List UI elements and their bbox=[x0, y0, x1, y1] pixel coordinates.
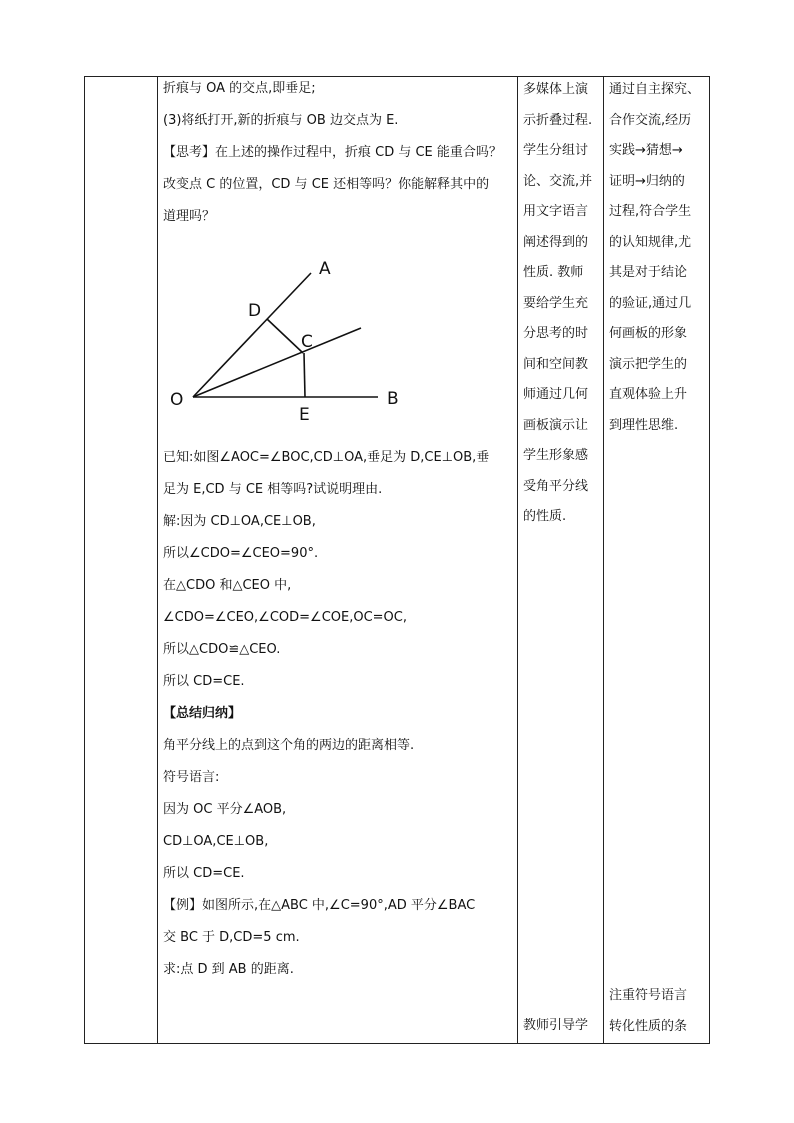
intent-text-line: 的验证,通过几 bbox=[609, 295, 692, 311]
teacher-student-activity-cell bbox=[523, 78, 603, 1038]
ray-oc bbox=[193, 328, 361, 397]
text-line: 所以 CD=CE. bbox=[163, 674, 245, 689]
text-line: (3)将纸打开,新的折痕与 OB 边交点为 E. bbox=[163, 113, 399, 128]
label-e: E bbox=[299, 405, 310, 425]
intent-text-line: 合作交流,经历 bbox=[609, 112, 692, 128]
intent-text-line: 过程,符合学生 bbox=[609, 204, 692, 219]
intent-text-line: 何画板的形象 bbox=[609, 326, 688, 341]
text-line: CD⊥OA,CE⊥OB, bbox=[163, 834, 269, 849]
segment-cd bbox=[267, 319, 303, 353]
text-line: 解:因为 CD⊥OA,CE⊥OB, bbox=[163, 514, 316, 529]
intent-text-line: 直观体验上升 bbox=[609, 387, 688, 402]
activity-text-line: 学生形象感 bbox=[523, 448, 589, 463]
activity-text-line: 教师引导学 bbox=[523, 1018, 589, 1033]
intent-text-line: 的认知规律,尤 bbox=[609, 234, 692, 250]
text-line: 在△CDO 和△CEO 中, bbox=[163, 578, 292, 593]
design-intent-cell bbox=[609, 78, 707, 1038]
label-c: C bbox=[301, 332, 313, 352]
intent-text-line: 到理性思维. bbox=[609, 417, 679, 433]
column-divider bbox=[157, 76, 158, 1044]
text-line: 所以 CD=CE. bbox=[163, 866, 245, 881]
activity-text-line: 的性质. bbox=[523, 509, 567, 524]
text-line: 角平分线上的点到这个角的两边的距离相等. bbox=[163, 738, 415, 753]
teaching-content-cell bbox=[163, 78, 513, 1038]
text-line: 改变点 C 的位置，CD 与 CE 还相等吗？你能解释其中的 bbox=[163, 177, 490, 192]
column-divider bbox=[603, 76, 604, 1044]
text-line: 求:点 D 到 AB 的距离. bbox=[163, 962, 294, 977]
text-line: 【总结归纳】 bbox=[163, 706, 242, 721]
intent-text-line: 注重符号语言 bbox=[609, 988, 688, 1003]
text-line: 符号语言: bbox=[163, 770, 220, 785]
activity-text-line: 性质. 教师 bbox=[523, 265, 584, 280]
activity-text-line: 学生分组讨 bbox=[523, 143, 589, 158]
activity-text-line: 论、交流,并 bbox=[523, 173, 593, 189]
activity-text-line: 用文字语言 bbox=[523, 204, 589, 219]
activity-text-line: 间和空间教 bbox=[523, 356, 589, 372]
intent-text-line: 证明→归纳的 bbox=[609, 173, 685, 189]
segment-ce bbox=[304, 353, 305, 397]
text-line: 【思考】在上述的操作过程中，折痕 CD 与 CE 能重合吗？ bbox=[163, 145, 502, 160]
ray-oa bbox=[193, 273, 311, 397]
text-line: 已知:如图∠AOC=∠BOC,CD⊥OA,垂足为 D,CE⊥OB,垂 bbox=[163, 450, 490, 465]
intent-text-line: 演示把学生的 bbox=[609, 356, 688, 372]
text-line: 因为 OC 平分∠AOB, bbox=[163, 802, 287, 817]
intent-text-line: 其是对于结论 bbox=[609, 265, 688, 280]
intent-text-line: 实践→猜想→ bbox=[609, 143, 683, 158]
label-o: O bbox=[170, 390, 184, 410]
text-line: 足为 E,CD 与 CE 相等吗?试说明理由. bbox=[163, 482, 383, 497]
label-b: B bbox=[387, 389, 399, 409]
label-d: D bbox=[248, 301, 262, 321]
text-line: 【例】如图所示,在△ABC 中,∠C=90°,AD 平分∠BAC bbox=[163, 898, 476, 913]
intent-text-line: 转化性质的条 bbox=[609, 1019, 688, 1034]
intent-text-line: 通过自主探究、 bbox=[609, 82, 701, 97]
activity-text-line: 示折叠过程. bbox=[523, 112, 593, 128]
activity-text-line: 阐述得到的 bbox=[523, 234, 589, 250]
text-line: ∠CDO=∠CEO,∠COD=∠COE,OC=OC, bbox=[163, 610, 407, 625]
activity-text-line: 受角平分线 bbox=[523, 478, 589, 494]
text-line: 道理吗？ bbox=[163, 209, 216, 224]
activity-text-line: 画板演示让 bbox=[523, 417, 589, 433]
text-line: 折痕与 OA 的交点,即垂足; bbox=[163, 81, 316, 96]
column-divider bbox=[517, 76, 518, 1044]
label-a: A bbox=[319, 259, 331, 279]
activity-text-line: 多媒体上演 bbox=[523, 82, 589, 97]
activity-text-line: 师通过几何 bbox=[523, 387, 589, 402]
angle-bisector-figure bbox=[163, 250, 423, 430]
text-line: 所以∠CDO=∠CEO=90°. bbox=[163, 546, 319, 561]
text-line: 交 BC 于 D,CD=5 cm. bbox=[163, 930, 300, 945]
activity-text-line: 分思考的时 bbox=[523, 326, 589, 341]
text-line: 所以△CDO≌△CEO. bbox=[163, 642, 281, 657]
activity-text-line: 要给学生充 bbox=[523, 295, 589, 311]
